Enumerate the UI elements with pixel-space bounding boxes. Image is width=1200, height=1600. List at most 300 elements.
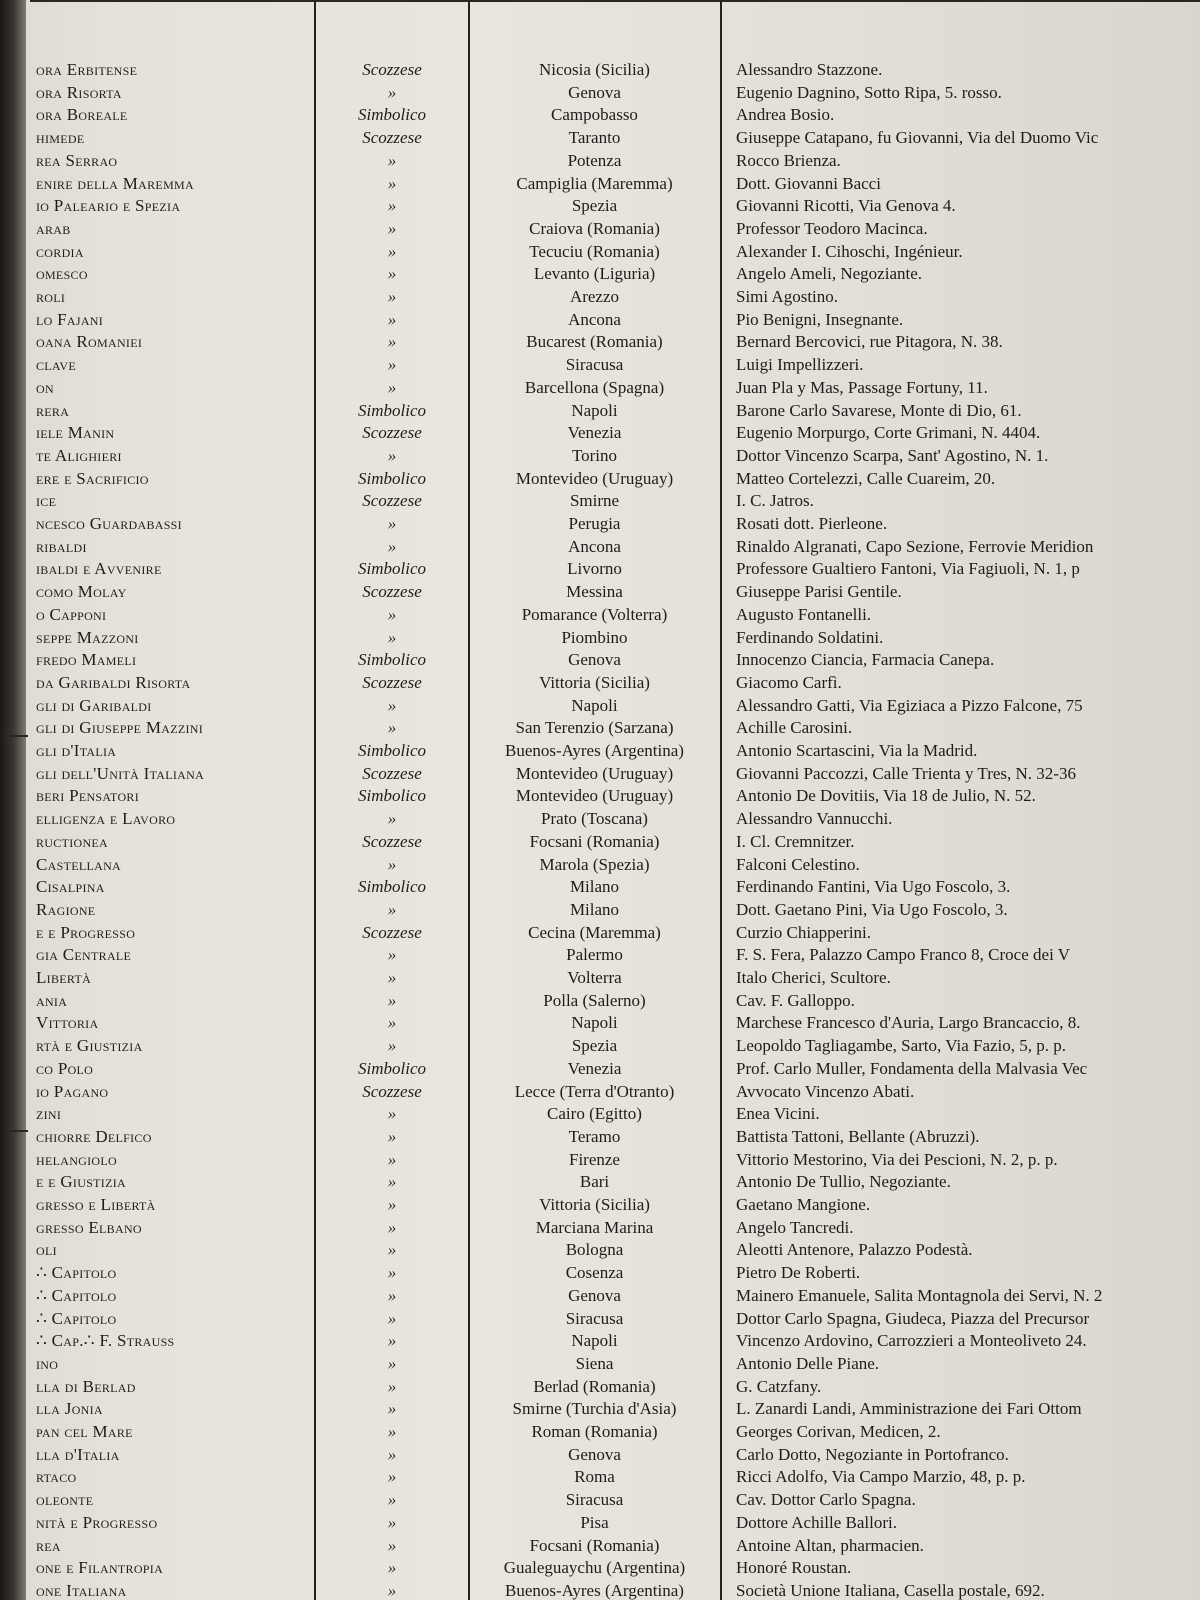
rite-cell: Scozzese <box>362 60 422 79</box>
rite-cell: » <box>387 309 397 329</box>
table-row <box>0 1011 1200 1034</box>
rite-cell: » <box>387 241 397 261</box>
contact-cell: Bernard Bercovici, rue Pitagora, N. 38. <box>736 332 1003 352</box>
table-row <box>0 535 1200 558</box>
contact-cell: Eugenio Dagnino, Sotto Ripa, 5. rosso. <box>736 82 1002 102</box>
city-cell: Roma <box>574 1467 615 1487</box>
city-cell: Smirne (Turchia d'Asia) <box>512 1399 677 1419</box>
rite-cell: Simbolico <box>358 105 426 125</box>
table-row <box>0 308 1200 331</box>
city-cell: Siracusa <box>565 1308 624 1328</box>
rite-cell: » <box>387 377 397 397</box>
contact-cell: Vittorio Mestorino, Via dei Pescioni, N. 2, p. p. <box>736 1149 1058 1169</box>
rite-cell: » <box>387 332 397 352</box>
rite-cell: » <box>387 1217 397 1237</box>
city-cell: Palermo <box>566 945 623 965</box>
lodge-name: gli dell'Unità Italiana <box>36 763 205 783</box>
city-cell: Cairo (Egitto) <box>547 1104 642 1124</box>
contact-cell: Giovanni Ricotti, Via Genova 4. <box>736 196 956 216</box>
contact-cell: Pietro De Roberti. <box>736 1263 861 1283</box>
contact-cell: Cav. Dottor Carlo Spagna. <box>736 1490 916 1510</box>
rite-cell: » <box>387 445 397 465</box>
rite-cell: Simbolico <box>358 1058 426 1078</box>
rite-cell: » <box>387 1013 397 1033</box>
table-row <box>0 1352 1200 1375</box>
city-cell: Genova <box>568 650 621 670</box>
city-cell: Napoli <box>571 1013 618 1033</box>
rite-cell: Scozzese <box>362 582 422 602</box>
contact-cell: Rocco Brienza. <box>736 150 841 170</box>
contact-cell: L. Zanardi Landi, Amministrazione dei Fari Ottom <box>736 1399 1082 1419</box>
table-row <box>0 784 1200 807</box>
table-row <box>0 648 1200 671</box>
lodge-name: cordia <box>36 241 84 261</box>
city-cell: Siracusa <box>565 355 624 375</box>
rite-cell: » <box>387 287 397 306</box>
rite-cell: » <box>387 514 397 533</box>
rite-cell: » <box>387 1126 397 1146</box>
rite-cell: » <box>387 264 397 284</box>
contact-cell: Società Unione Italiana, Casella postale, 692. <box>736 1580 1045 1600</box>
rite-cell: Simbolico <box>358 468 426 488</box>
rite-cell: » <box>387 1422 397 1441</box>
lodge-name: ∴ Capitolo <box>36 1285 117 1305</box>
table-row <box>0 1465 1200 1488</box>
lodge-name: himede <box>36 128 85 148</box>
rite-cell: » <box>387 218 397 238</box>
lodge-name: fredo Mameli <box>36 650 137 670</box>
contact-cell: Prof. Carlo Muller, Fondamenta della Malvasia Vec <box>736 1058 1088 1078</box>
lodge-name: lla Jonia <box>36 1399 103 1419</box>
table-row <box>0 716 1200 739</box>
contact-cell: Antonio De Dovitiis, Via 18 de Julio, N. 52. <box>736 786 1036 806</box>
rite-cell: » <box>387 968 397 987</box>
table-row <box>0 489 1200 512</box>
contact-cell: Barone Carlo Savarese, Monte di Dio, 61. <box>736 400 1022 420</box>
table-row <box>0 1307 1200 1330</box>
city-cell: Spezia <box>571 1036 618 1056</box>
city-cell: Montevideo (Uruguay) <box>515 763 674 783</box>
lodge-name: Cisalpina <box>36 877 105 897</box>
lodge-name: iele Manin <box>36 423 115 443</box>
contact-cell: Pio Benigni, Insegnante. <box>736 309 904 329</box>
table-row <box>0 807 1200 830</box>
rite-cell: » <box>387 1535 397 1555</box>
contact-cell: Professore Gualtiero Fantoni, Via Fagiuoli, N. 1, p <box>736 559 1080 579</box>
city-cell: Craiova (Romania) <box>529 218 660 238</box>
table-row <box>0 1216 1200 1239</box>
city-cell: San Terenzio (Sarzana) <box>515 718 674 738</box>
contact-cell: Georges Corivan, Medicen, 2. <box>736 1422 941 1441</box>
contact-cell: Vincenzo Ardovino, Carrozzieri a Monteoliveto 24. <box>736 1331 1087 1351</box>
city-cell: Cecina (Maremma) <box>528 922 661 942</box>
contact-cell: Ricci Adolfo, Via Campo Marzio, 48, p. p. <box>736 1467 1026 1487</box>
lodge-name: ere e Sacrificio <box>36 468 149 488</box>
table-row <box>0 1238 1200 1261</box>
city-cell: Venezia <box>567 1058 622 1078</box>
table-row <box>0 103 1200 126</box>
city-cell: Pisa <box>580 1512 609 1532</box>
contact-cell: Italo Cherici, Scultore. <box>736 968 891 987</box>
lodge-name: Ragione <box>36 899 96 919</box>
lodge-name: lo Fajani <box>36 309 104 329</box>
contact-cell: Giuseppe Catapano, fu Giovanni, Via del Duomo Vic <box>736 128 1099 148</box>
city-cell: Piombino <box>561 627 628 647</box>
table-row <box>0 921 1200 944</box>
lodge-name: lla d'Italia <box>36 1444 120 1464</box>
lodge-name: rtà e Giustizia <box>36 1036 143 1056</box>
table-row <box>0 762 1200 785</box>
contact-cell: Innocenzo Ciancia, Farmacia Canepa. <box>736 650 995 670</box>
city-cell: Potenza <box>567 150 622 170</box>
city-cell: Berlad (Romania) <box>533 1376 656 1396</box>
lodge-name: ora Risorta <box>36 82 122 102</box>
rite-cell: » <box>387 604 397 624</box>
rite-cell: Scozzese <box>362 672 422 692</box>
lodge-name: rera <box>36 400 70 420</box>
table-row <box>0 853 1200 876</box>
contact-cell: Andrea Bosio. <box>736 105 835 125</box>
city-cell: Tecuciu (Romania) <box>529 241 660 261</box>
table-row <box>0 694 1200 717</box>
lodge-name: clave <box>36 355 76 375</box>
city-cell: Bari <box>579 1172 610 1192</box>
table-row <box>0 376 1200 399</box>
city-cell: Montevideo (Uruguay) <box>515 786 674 806</box>
contact-cell: Avvocato Vincenzo Abati. <box>736 1081 915 1101</box>
rite-cell: » <box>387 718 397 738</box>
contact-cell: G. Catzfany. <box>736 1376 822 1396</box>
contact-cell: Angelo Tancredi. <box>736 1217 854 1237</box>
lodge-name: seppe Mazzoni <box>36 627 139 647</box>
city-cell: Gualeguaychu (Argentina) <box>503 1558 686 1578</box>
table-row <box>0 1556 1200 1579</box>
city-cell: Genova <box>568 82 621 102</box>
city-cell: Milano <box>569 877 620 897</box>
city-cell: Vittoria (Sicilia) <box>539 672 650 692</box>
table-row <box>0 603 1200 626</box>
lodge-name: gli d'Italia <box>36 741 117 760</box>
rite-cell: Scozzese <box>362 423 422 443</box>
lodge-name: lla di Berlad <box>36 1376 136 1396</box>
rite-cell: » <box>387 990 397 1010</box>
table-row <box>0 1057 1200 1080</box>
lodge-name: Vittoria <box>36 1013 99 1033</box>
rite-cell: » <box>387 196 397 216</box>
table-row <box>0 739 1200 762</box>
lodge-name: rea <box>36 1535 61 1555</box>
table-row <box>0 1534 1200 1557</box>
table-row <box>0 1034 1200 1057</box>
lodge-name: omesco <box>36 264 88 284</box>
rite-cell: Scozzese <box>362 491 422 511</box>
city-cell: Campiglia (Maremma) <box>516 173 673 193</box>
rite-cell: » <box>387 355 397 375</box>
lodge-name: ncesco Guardabassi <box>36 514 182 533</box>
city-cell: Teramo <box>568 1126 621 1146</box>
rite-cell: Scozzese <box>362 831 422 851</box>
contact-cell: Dott. Giovanni Bacci <box>736 173 881 193</box>
table-row <box>0 1261 1200 1284</box>
lodge-name: ribaldi <box>36 536 87 556</box>
lodge-name: helangiolo <box>36 1149 117 1169</box>
lodge-name: ∴ Cap.∴ F. Strauss <box>36 1331 175 1351</box>
lodge-name: on <box>36 377 54 397</box>
lodge-name: oli <box>36 1240 57 1260</box>
city-cell: Focsani (Romania) <box>529 1535 660 1555</box>
rite-cell: » <box>387 1285 397 1305</box>
city-cell: Pomarance (Volterra) <box>521 604 668 624</box>
lodge-name: ino <box>36 1353 59 1373</box>
contact-cell: Rinaldo Algranati, Capo Sezione, Ferrovie Meridion <box>736 536 1094 556</box>
table-row <box>0 671 1200 694</box>
rite-cell: » <box>387 1580 397 1600</box>
contact-cell: Alessandro Vannucchi. <box>736 809 893 829</box>
rite-cell: » <box>387 82 397 102</box>
table-row <box>0 966 1200 989</box>
contact-cell: I. Cl. Cremnitzer. <box>736 831 855 851</box>
table-row <box>0 1511 1200 1534</box>
contact-cell: Marchese Francesco d'Auria, Largo Brancaccio, 8. <box>736 1013 1081 1033</box>
contact-cell: Antonio Delle Piane. <box>736 1353 880 1373</box>
table-row <box>0 1397 1200 1420</box>
contact-cell: Aleotti Antenore, Palazzo Podestà. <box>736 1240 973 1260</box>
rite-cell: » <box>387 854 397 874</box>
table-row <box>0 989 1200 1012</box>
contact-cell: I. C. Jatros. <box>736 491 814 511</box>
city-cell: Smirne <box>569 491 620 511</box>
table-row <box>0 1080 1200 1103</box>
rite-cell: » <box>387 1512 397 1532</box>
lodge-name: oana Romaniei <box>36 332 143 352</box>
rite-cell: » <box>387 173 397 193</box>
rite-cell: Simbolico <box>358 400 426 420</box>
contact-cell: Alessandro Stazzone. <box>736 60 883 79</box>
contact-cell: Augusto Fontanelli. <box>736 604 872 624</box>
table-row <box>0 1375 1200 1398</box>
city-cell: Levanto (Liguria) <box>533 264 656 284</box>
table-row <box>0 58 1200 81</box>
city-cell: Vittoria (Sicilia) <box>539 1195 650 1214</box>
table-row <box>0 1329 1200 1352</box>
contact-cell: Giacomo Carfì. <box>736 672 842 692</box>
rite-cell: Scozzese <box>362 922 422 942</box>
contact-cell: Mainero Emanuele, Salita Montagnola dei Servi, N. 2 <box>736 1285 1103 1305</box>
rite-cell: Simbolico <box>358 559 426 579</box>
table-row <box>0 1125 1200 1148</box>
city-cell: Arezzo <box>569 287 620 306</box>
rite-cell: » <box>387 1376 397 1396</box>
table-row <box>0 875 1200 898</box>
table-row <box>0 217 1200 240</box>
city-cell: Milano <box>569 899 620 919</box>
city-cell: Bucarest (Romania) <box>526 332 663 352</box>
rite-cell: » <box>387 1149 397 1169</box>
lodge-name: rtaco <box>36 1467 77 1487</box>
lodge-name: gli di Garibaldi <box>36 695 152 715</box>
lodge-name: arab <box>36 218 71 238</box>
city-cell: Campobasso <box>551 105 638 125</box>
contact-cell: Dott. Gaetano Pini, Via Ugo Foscolo, 3. <box>736 899 1008 919</box>
contact-cell: Curzio Chiapperini. <box>736 922 872 942</box>
contact-cell: Giovanni Paccozzi, Calle Trienta y Tres, N. 32-36 <box>736 763 1076 783</box>
city-cell: Napoli <box>571 695 618 715</box>
city-cell: Livorno <box>567 559 622 579</box>
rite-cell: » <box>387 1399 397 1419</box>
city-cell: Napoli <box>571 400 618 420</box>
rite-cell: Simbolico <box>358 786 426 806</box>
table-row <box>0 1148 1200 1171</box>
table-row <box>0 943 1200 966</box>
contact-cell: Battista Tattoni, Bellante (Abruzzi). <box>736 1126 980 1146</box>
contact-cell: Dottor Vincenzo Scarpa, Sant' Agostino, N. 1. <box>736 445 1049 465</box>
city-cell: Polla (Salerno) <box>543 990 646 1010</box>
rite-cell: » <box>387 1467 397 1487</box>
table-row <box>0 421 1200 444</box>
contact-cell: Alessandro Gatti, Via Egiziaca a Pizzo Falcone, 75 <box>736 695 1083 715</box>
contact-cell: Eugenio Morpurgo, Corte Grimani, N. 4404. <box>736 423 1041 443</box>
table-row <box>0 444 1200 467</box>
city-cell: Buenos-Ayres (Argentina) <box>505 1580 684 1600</box>
contact-cell: Angelo Ameli, Negoziante. <box>736 264 923 284</box>
city-cell: Cosenza <box>565 1263 624 1283</box>
table-row <box>0 580 1200 603</box>
city-cell: Bologna <box>565 1240 624 1260</box>
city-cell: Messina <box>566 582 623 602</box>
table-row <box>0 898 1200 921</box>
rite-cell: Simbolico <box>358 741 426 760</box>
lodge-name: ∴ Capitolo <box>36 1263 117 1283</box>
rite-cell: » <box>387 627 397 647</box>
contact-cell: Gaetano Mangione. <box>736 1195 871 1214</box>
city-cell: Firenze <box>569 1149 620 1169</box>
lodge-name: zini <box>36 1104 62 1124</box>
rite-cell: Simbolico <box>358 877 426 897</box>
contact-cell: Juan Pla y Mas, Passage Fortuny, 11. <box>736 377 988 397</box>
table-row <box>0 126 1200 149</box>
lodge-name: o Capponi <box>36 604 107 624</box>
city-cell: Venezia <box>567 423 622 443</box>
lodge-name: Castellana <box>36 854 121 874</box>
lodge-name: nità e Progresso <box>36 1512 158 1532</box>
table-row <box>0 512 1200 535</box>
lodge-name: te Alighieri <box>36 445 122 465</box>
rite-cell: » <box>387 945 397 965</box>
table-row <box>0 1102 1200 1125</box>
lodge-name: gli di Giuseppe Mazzini <box>36 718 204 738</box>
rite-cell: » <box>387 1558 397 1578</box>
rite-cell: » <box>387 1036 397 1056</box>
city-cell: Genova <box>568 1444 621 1464</box>
lodge-name: gresso e Libertà <box>36 1195 156 1214</box>
lodge-name: ructionea <box>36 831 109 851</box>
city-cell: Siena <box>575 1353 614 1373</box>
rite-cell: Simbolico <box>358 650 426 670</box>
rite-cell: » <box>387 695 397 715</box>
contact-cell: Matteo Cortelezzi, Calle Cuareim, 20. <box>736 468 996 488</box>
lodge-name: one Italiana <box>36 1580 127 1600</box>
table-row <box>0 1284 1200 1307</box>
table-row <box>0 557 1200 580</box>
rite-cell: » <box>387 1444 397 1464</box>
lodge-name: enire della Maremma <box>36 173 194 193</box>
city-cell: Buenos-Ayres (Argentina) <box>505 741 684 760</box>
city-cell: Taranto <box>568 128 621 148</box>
rite-cell: » <box>387 1308 397 1328</box>
city-cell: Napoli <box>571 1331 618 1351</box>
lodge-name: oleonte <box>36 1490 94 1510</box>
contact-cell: Professor Teodoro Macinca. <box>736 218 928 238</box>
top-rule <box>30 0 1200 2</box>
lodge-name: ora Boreale <box>36 105 128 125</box>
contact-cell: Carlo Dotto, Negoziante in Portofranco. <box>736 1444 1009 1464</box>
contact-cell: Antonio De Tullio, Negoziante. <box>736 1172 951 1192</box>
lodge-name: elligenza e Lavoro <box>36 809 176 829</box>
contact-cell: Ferdinando Fantini, Via Ugo Foscolo, 3. <box>736 877 1011 897</box>
city-cell: Barcellona (Spagna) <box>524 377 665 397</box>
rite-cell: » <box>387 1195 397 1214</box>
contact-cell: Antoine Altan, pharmacien. <box>736 1535 924 1555</box>
city-cell: Marola (Spezia) <box>539 854 650 874</box>
lodge-name: gia Centrale <box>36 945 132 965</box>
city-cell: Torino <box>571 445 618 465</box>
lodge-name: e e Progresso <box>36 922 136 942</box>
city-cell: Roman (Romania) <box>531 1422 658 1441</box>
city-cell: Prato (Toscana) <box>541 809 648 829</box>
contact-cell: Luigi Impellizzeri. <box>736 355 864 375</box>
contact-cell: Antonio Scartascini, Via la Madrid. <box>736 741 978 760</box>
city-cell: Lecce (Terra d'Otranto) <box>514 1081 675 1101</box>
table-row <box>0 240 1200 263</box>
lodge-name: ∴ Capitolo <box>36 1308 117 1328</box>
table-row <box>0 330 1200 353</box>
city-cell: Focsani (Romania) <box>529 831 660 851</box>
city-cell: Genova <box>568 1285 621 1305</box>
contact-cell: Cav. F. Galloppo. <box>736 990 855 1010</box>
city-cell: Ancona <box>568 309 621 329</box>
rite-cell: » <box>387 1240 397 1260</box>
contact-cell: Giuseppe Parisi Gentile. <box>736 582 902 602</box>
table-row <box>0 399 1200 422</box>
table-row <box>0 194 1200 217</box>
lodge-name: pan cel Mare <box>36 1422 133 1441</box>
table-row <box>0 626 1200 649</box>
table-row <box>0 172 1200 195</box>
lodge-name: gresso Elbano <box>36 1217 142 1237</box>
table-row <box>0 353 1200 376</box>
lodge-name: beri Pensatori <box>36 786 140 806</box>
rite-cell: Scozzese <box>362 1081 422 1101</box>
contact-cell: Honoré Roustan. <box>736 1558 852 1578</box>
rite-cell: Scozzese <box>362 763 422 783</box>
table-row <box>0 1193 1200 1216</box>
contact-cell: Alexander I. Cihoschi, Ingénieur. <box>736 241 963 261</box>
contact-cell: Dottor Carlo Spagna, Giudeca, Piazza del Precursor <box>736 1308 1090 1328</box>
rite-cell: » <box>387 536 397 556</box>
rite-cell: » <box>387 1353 397 1373</box>
city-cell: Ancona <box>568 536 621 556</box>
lodge-name: roli <box>36 287 66 306</box>
contact-cell: Rosati dott. Pierleone. <box>736 514 888 533</box>
city-cell: Nicosia (Sicilia) <box>539 60 650 79</box>
contact-cell: Simi Agostino. <box>736 287 839 306</box>
contact-cell: Falconi Celestino. <box>736 854 860 874</box>
city-cell: Volterra <box>567 968 622 987</box>
rite-cell: » <box>387 809 397 829</box>
lodge-name: como Molay <box>36 582 127 602</box>
lodge-name: da Garibaldi Risorta <box>36 672 191 692</box>
rite-cell: Scozzese <box>362 128 422 148</box>
